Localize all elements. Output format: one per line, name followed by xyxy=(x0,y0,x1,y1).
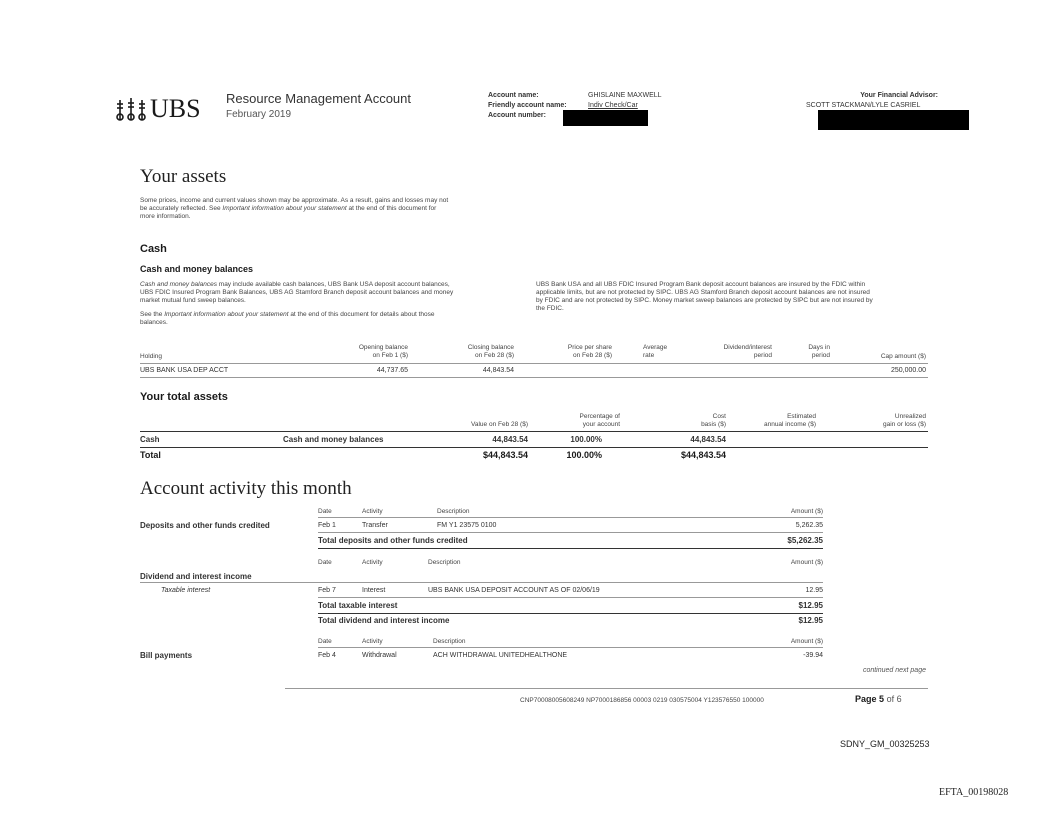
note-text: See the xyxy=(140,311,165,318)
col-value: Value on Feb 28 ($) xyxy=(471,421,528,428)
cash-row-value: 44,843.54 xyxy=(492,435,528,444)
col-label: Days in xyxy=(808,344,830,351)
note-line: applicable limits, but are not protected by SIPC. UBS AG Stamford Branch deposit account balances are not insured xyxy=(536,289,870,296)
note-line: by FDIC and are not protected by SIPC. Money market sweep balances are protected by SIPC but are not insured by xyxy=(536,297,873,304)
dividend-label: Dividend and interest income xyxy=(140,572,252,581)
cash-row-pct: 100.00% xyxy=(570,435,602,444)
divider xyxy=(318,517,823,518)
deposits-label: Deposits and other funds credited xyxy=(140,521,270,530)
friendly-name-value: Indiv Check/Car xyxy=(588,102,638,109)
bill-desc: ACH WITHDRAWAL UNITEDHEALTHONE xyxy=(433,652,568,659)
bill-date: Feb 4 xyxy=(318,652,336,659)
advisor-value: SCOTT STACKMAN/LYLE CASRIEL xyxy=(806,102,921,109)
page-indicator xyxy=(855,694,902,704)
cash-row-label: Cash xyxy=(140,435,160,444)
important-info-link-text: Important information about your statement xyxy=(222,205,347,212)
deposit-date: Feb 1 xyxy=(318,522,336,529)
col-opening xyxy=(320,344,408,360)
bill-activity: Withdrawal xyxy=(362,652,397,659)
closing-balance: 44,843.54 xyxy=(482,367,514,374)
continued-note: continued next page xyxy=(862,667,926,674)
col-label: Closing balance xyxy=(467,344,514,351)
col-holding: Holding xyxy=(140,353,163,360)
col-label: period xyxy=(811,352,830,359)
col-percentage xyxy=(540,413,620,429)
divider xyxy=(318,647,823,648)
deposit-desc: FM Y1 23575 0100 xyxy=(437,522,497,529)
note-line: the FDIC. xyxy=(536,305,564,312)
col-days xyxy=(780,344,830,360)
divider xyxy=(140,582,823,583)
col-label: on Feb 28 ($) xyxy=(474,352,514,359)
bates-number: SDNY_GM_00325253 xyxy=(840,739,930,749)
cash-row-cost: 44,843.54 xyxy=(690,435,726,444)
col-amount: Amount ($) xyxy=(790,508,823,515)
product-title: Resource Management Account xyxy=(226,91,411,106)
divider xyxy=(140,447,928,448)
col-label: Percentage of xyxy=(579,413,620,420)
note-italic: Important information about your statement xyxy=(164,311,289,318)
note-line xyxy=(140,311,525,319)
page-number: 5 xyxy=(879,694,885,704)
activity-title: Account activity this month xyxy=(140,478,352,499)
col-label: annual income ($) xyxy=(763,421,816,428)
statement-period: February 2019 xyxy=(226,109,292,120)
brand-name: UBS xyxy=(150,94,201,123)
divider xyxy=(140,377,928,378)
col-description: Description xyxy=(437,508,470,515)
dividend-desc: UBS BANK USA DEPOSIT ACCOUNT AS OF 02/06/19 xyxy=(428,587,600,594)
col-label: basis ($) xyxy=(701,421,726,428)
redaction-bar xyxy=(818,110,969,130)
divider xyxy=(318,613,823,614)
dividend-date: Feb 7 xyxy=(318,587,336,594)
bill-payments-label: Bill payments xyxy=(140,651,193,660)
col-description: Description xyxy=(433,638,466,645)
divider xyxy=(140,363,928,364)
col-activity: Activity xyxy=(362,508,383,515)
col-label: gain or loss ($) xyxy=(883,421,926,428)
intro-text: be accurately reflected. See xyxy=(140,205,223,212)
account-number-label: Account number: xyxy=(488,112,546,119)
account-name-label: Account name: xyxy=(488,92,539,99)
advisor-label: Your Financial Advisor: xyxy=(860,92,938,99)
assets-intro xyxy=(140,197,520,221)
taxable-interest-label: Taxable interest xyxy=(161,587,211,594)
dividend-activity: Interest xyxy=(362,587,386,594)
deposit-activity: Transfer xyxy=(362,522,388,529)
footer-divider xyxy=(285,688,928,689)
col-closing xyxy=(420,344,514,360)
friendly-name-label: Friendly account name: xyxy=(488,102,567,109)
page-total: of 6 xyxy=(886,694,902,704)
col-date: Date xyxy=(318,559,332,566)
intro-line: Some prices, income and current values shown may be approximate. As a result, gains and losses may not xyxy=(140,197,449,204)
note-italic: Cash and money balances xyxy=(140,281,217,288)
deposits-total-label: Total deposits and other funds credited xyxy=(318,536,468,545)
taxable-total: $12.95 xyxy=(798,601,823,610)
note-text: may include available cash balances, UBS Bank USA deposit account balances, xyxy=(216,281,450,288)
note-line xyxy=(140,281,525,289)
total-row-label: Total xyxy=(140,450,161,460)
cash-heading: Cash xyxy=(140,243,167,255)
cap-amount: 250,000.00 xyxy=(890,367,926,374)
col-label: Estimated xyxy=(787,413,816,420)
col-date: Date xyxy=(318,508,332,515)
col-description: Description xyxy=(428,559,461,566)
col-label: rate xyxy=(643,352,655,359)
total-assets-title: Your total assets xyxy=(140,391,228,403)
col-label: on Feb 28 ($) xyxy=(572,352,612,359)
divider xyxy=(318,532,823,533)
ubs-keys-icon xyxy=(114,96,148,124)
col-label: Cost xyxy=(712,413,726,420)
total-row-pct: 100.00% xyxy=(566,450,602,460)
account-name-value: GHISLAINE MAXWELL xyxy=(588,92,662,99)
col-price xyxy=(520,344,612,360)
divider xyxy=(318,597,823,598)
note-line: balances. xyxy=(140,319,168,326)
col-activity: Activity xyxy=(362,559,383,566)
col-est-income xyxy=(740,413,816,429)
note-text: at the end of this document for details about those xyxy=(288,311,435,318)
col-label: Dividend/interest xyxy=(723,344,772,351)
col-label: Average xyxy=(643,344,668,351)
cash-note-left xyxy=(140,281,525,327)
cash-note-right xyxy=(536,281,936,313)
divider xyxy=(318,548,823,549)
col-label: Price per share xyxy=(567,344,612,351)
intro-text: at the end of this document for xyxy=(346,205,437,212)
col-label: Opening balance xyxy=(358,344,408,351)
dividend-amount: 12.95 xyxy=(805,587,823,594)
deposits-total: $5,262.35 xyxy=(787,536,823,545)
cash-subheading: Cash and money balances xyxy=(140,264,254,274)
dividend-total: $12.95 xyxy=(798,616,823,625)
efta-number: EFTA_00198028 xyxy=(939,787,1009,798)
assets-title: Your assets xyxy=(140,166,227,187)
cash-row-desc: Cash and money balances xyxy=(283,435,384,444)
total-row-value: $44,843.54 xyxy=(482,450,528,460)
total-row-cost: $44,843.54 xyxy=(680,450,726,460)
col-amount: Amount ($) xyxy=(790,638,823,645)
dividend-total-label: Total dividend and interest income xyxy=(318,616,450,625)
note-line: UBS Bank USA and all UBS FDIC Insured Program Bank deposit account balances are insured by the FDIC within xyxy=(536,281,866,288)
bill-amount: -39.94 xyxy=(803,652,823,659)
col-label: period xyxy=(753,352,772,359)
note-line: UBS FDIC Insured Program Bank Balances, UBS AG Stamford Branch deposit account balances and money xyxy=(140,289,454,296)
col-label: Unrealized xyxy=(894,413,926,420)
col-date: Date xyxy=(318,638,332,645)
divider xyxy=(140,431,928,432)
col-unrealized xyxy=(840,413,926,429)
note-line: market mutual fund sweep balances. xyxy=(140,297,246,304)
page-label: Page xyxy=(855,694,877,704)
opening-balance: 44,737.65 xyxy=(376,367,408,374)
col-div xyxy=(690,344,772,360)
intro-line: more information. xyxy=(140,213,191,220)
col-cost xyxy=(650,413,726,429)
redaction-bar xyxy=(563,110,648,126)
taxable-total-label: Total taxable interest xyxy=(318,601,398,610)
col-cap: Cap amount ($) xyxy=(880,353,926,360)
intro-line xyxy=(140,205,520,213)
col-label: on Feb 1 ($) xyxy=(372,352,408,359)
col-amount: Amount ($) xyxy=(790,559,823,566)
col-label: your account xyxy=(582,421,620,428)
ubs-logo xyxy=(114,96,204,126)
col-avg xyxy=(643,344,667,360)
document-code: CNP70008005608249 NP7000186856 00003 0219 030575004 Y123576550 100000 xyxy=(520,697,764,704)
holding-name: UBS BANK USA DEP ACCT xyxy=(140,367,229,374)
col-activity: Activity xyxy=(362,638,383,645)
deposit-amount: 5,262.35 xyxy=(795,522,823,529)
